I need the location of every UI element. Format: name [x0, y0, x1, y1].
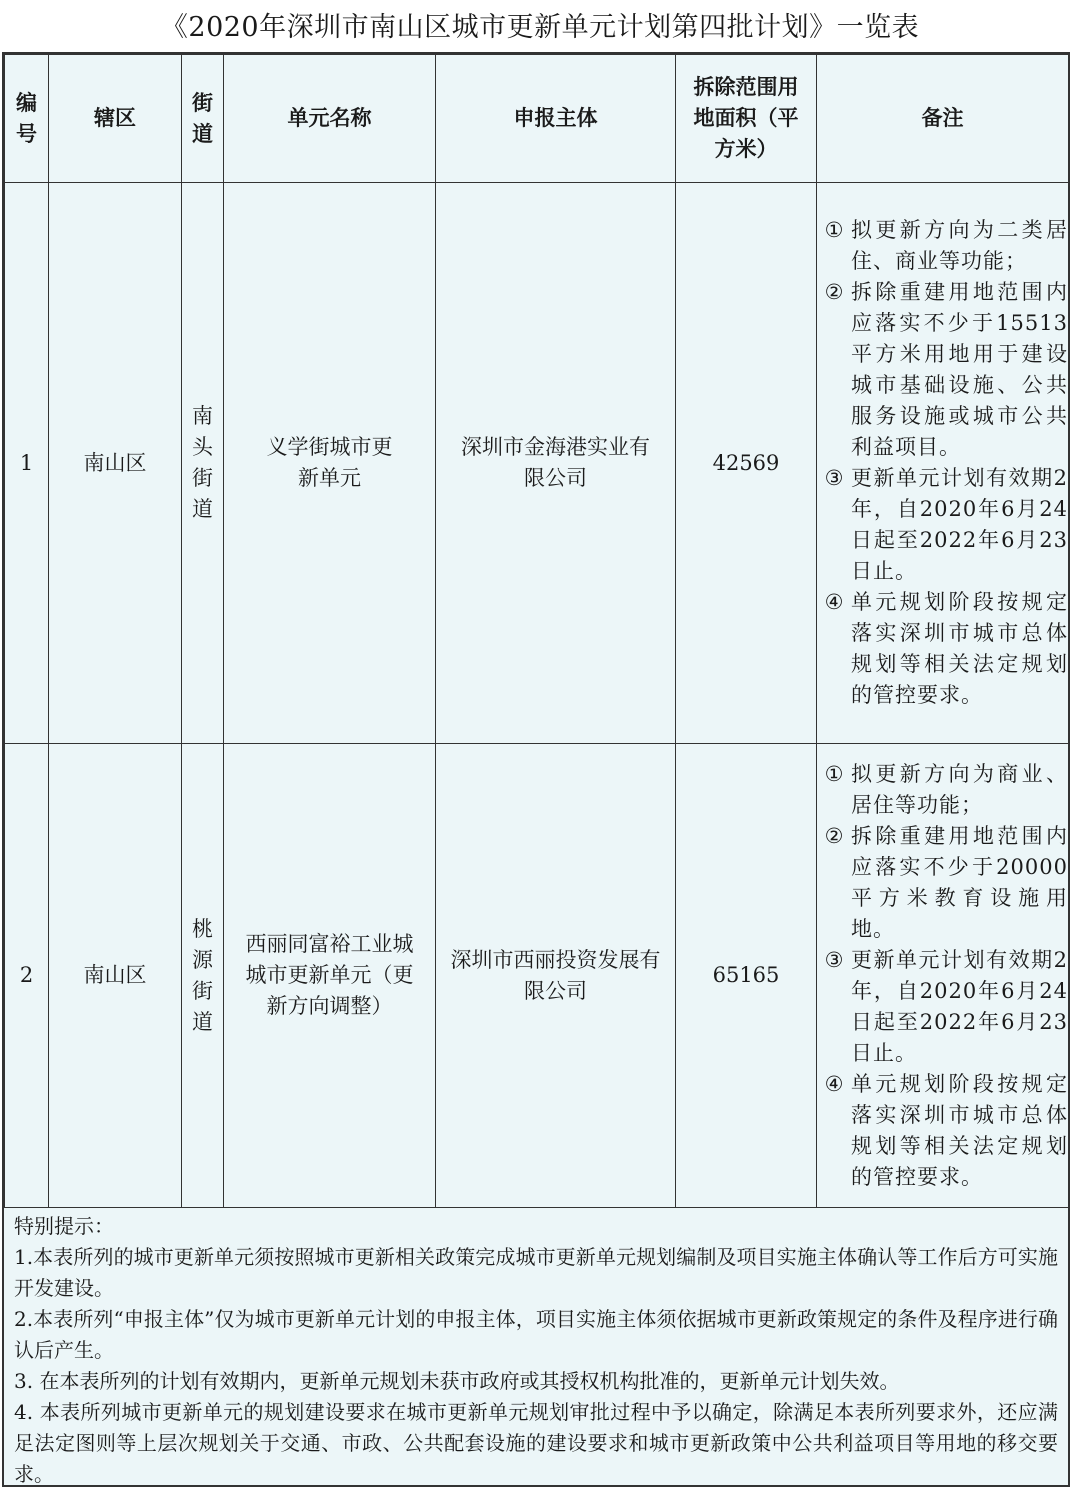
header-street: 街道 — [182, 55, 224, 183]
header-unit-name: 单元名称 — [224, 55, 436, 183]
notice-item: 1.本表所列的城市更新单元须按照城市更新相关政策完成城市更新单元规划编制及项目实施主体确认等工作后方可实施开发建设。 — [14, 1245, 1058, 1300]
cell-area: 42569 — [676, 183, 817, 744]
cell-district: 南山区 — [49, 183, 182, 744]
notice-heading: 特别提示： — [14, 1214, 114, 1238]
special-notice — [4, 1209, 1068, 1490]
header-district: 辖区 — [49, 55, 182, 183]
cell-applicant: 深圳市西丽投资发展有限公司 — [436, 744, 676, 1208]
header-applicant: 申报主体 — [436, 55, 676, 183]
cell-applicant: 深圳市金海港实业有限公司 — [436, 183, 676, 744]
header-notes: 备注 — [817, 55, 1069, 183]
cell-notes — [817, 744, 1069, 1208]
cell-no: 2 — [5, 744, 49, 1208]
table-row — [5, 183, 1069, 744]
cell-unit-name: 义学街城市更新单元 — [224, 183, 436, 744]
cell-no: 1 — [5, 183, 49, 744]
plan-sheet — [2, 52, 1070, 1487]
note-item: ③ 更新单元计划有效期2年，自2020年6月24日起至2022年6月23日止。 — [824, 466, 1068, 583]
note-item: ② 拆除重建用地范围内应落实不少于15513 平方米用地用于建设城市基础设施、公共服务设施或城市公共利益项目。 — [824, 280, 1068, 459]
note-item: ① 拟更新方向为商业、居住等功能； — [824, 761, 1068, 817]
note-item: ① 拟更新方向为二类居住、商业等功能； — [824, 218, 1068, 273]
notice-item: 3. 在本表所列的计划有效期内，更新单元规划未获市政府或其授权机构批准的，更新单元计划失效。 — [14, 1369, 900, 1393]
cell-notes — [817, 183, 1069, 744]
table-row — [5, 744, 1069, 1208]
cell-unit-name: 西丽同富裕工业城城市更新单元（更新方向调整） — [224, 744, 436, 1208]
note-item: ④ 单元规划阶段按规定落实深圳市城市总体规划等相关法定规划的管控要求。 — [824, 590, 1068, 707]
note-item: ③ 更新单元计划有效期2年，自2020年6月24日起至2022年6月23日止。 — [824, 947, 1068, 1065]
note-item: ④ 单元规划阶段按规定落实深圳市城市总体规划等相关法定规划的管控要求。 — [824, 1071, 1068, 1189]
table-header-row — [5, 55, 1069, 183]
cell-area: 65165 — [676, 744, 817, 1208]
cell-street: 南头街道 — [182, 183, 224, 744]
cell-street: 桃源街道 — [182, 744, 224, 1208]
note-item: ② 拆除重建用地范围内应落实不少于20000 平方米教育设施用地。 — [824, 823, 1068, 941]
notice-item: 2.本表所列“申报主体”仅为城市更新单元计划的申报主体，项目实施主体须依据城市更新政策规定的条件及程序进行确认后产生。 — [14, 1307, 1058, 1362]
header-area: 拆除范围用地面积（平方米） — [676, 55, 817, 183]
page-title: 《2020年深圳市南山区城市更新单元计划第四批计划》一览表 — [160, 11, 920, 43]
plan-table — [4, 54, 1069, 1208]
notice-item: 4. 本表所列城市更新单元的规划建设要求在城市更新单元规划审批过程中予以确定，除满足本表所列要求外，还应满足法定图则等上层次规划关于交通、市政、公共配套设施的建设要求和城市更新政策中公共利益项目等用地的移交要求。 — [14, 1400, 1058, 1486]
header-no: 编号 — [5, 55, 49, 183]
cell-district: 南山区 — [49, 744, 182, 1208]
